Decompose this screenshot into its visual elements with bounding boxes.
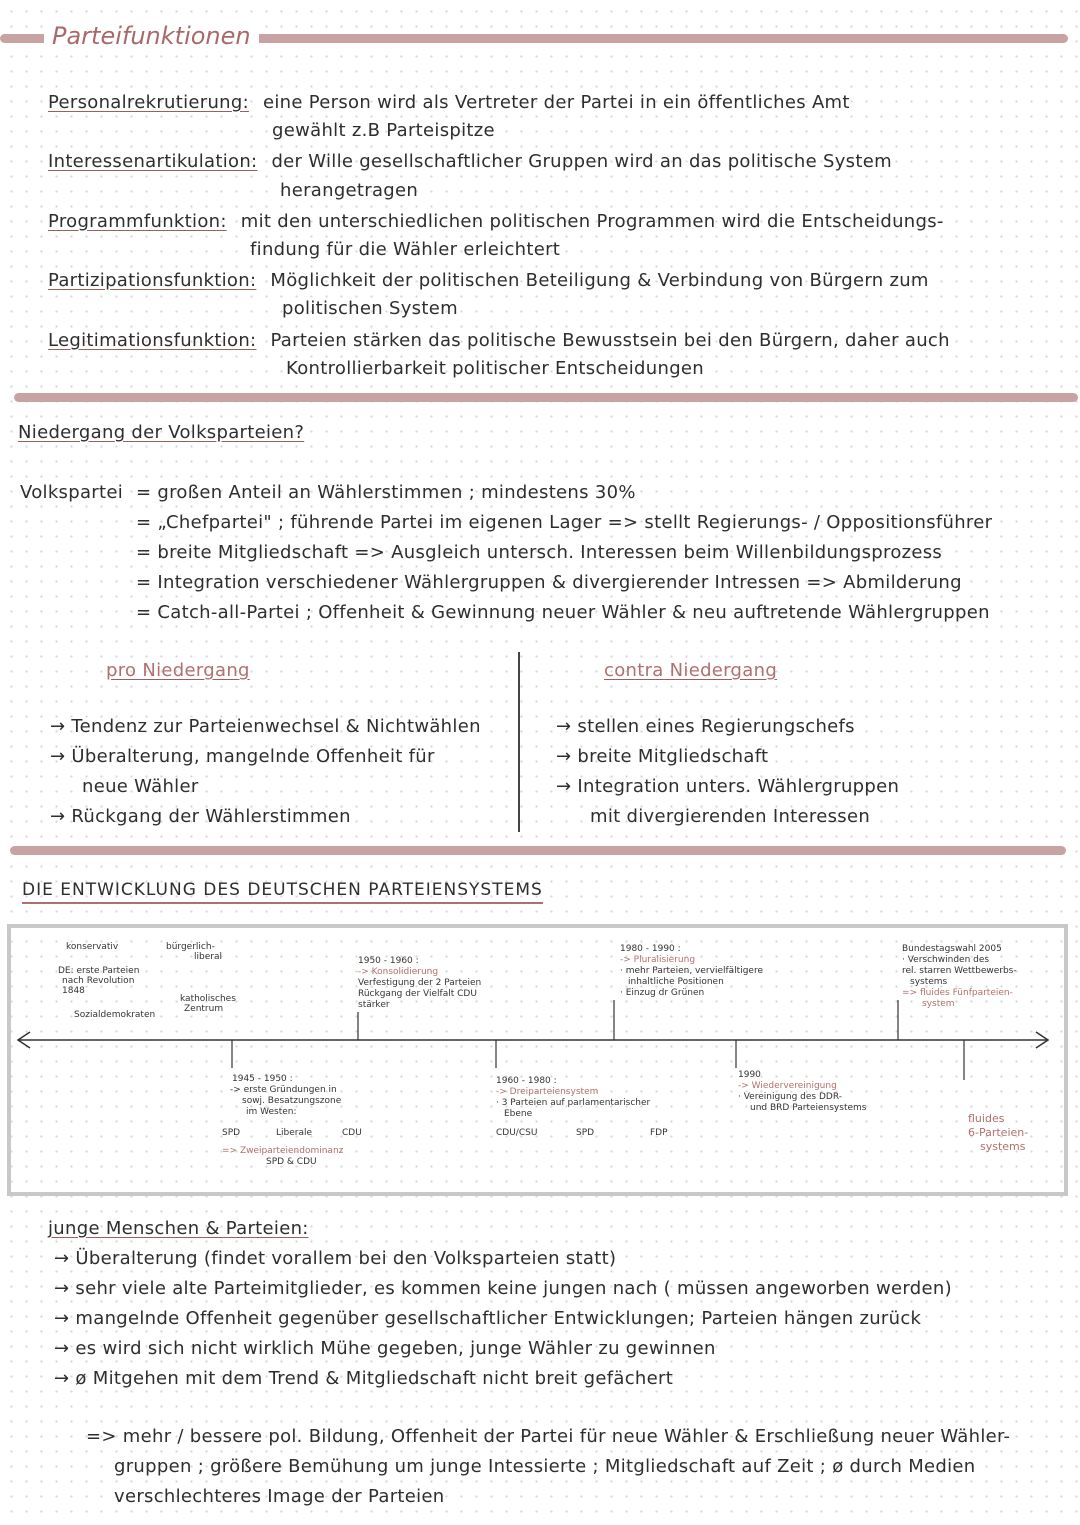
conclusion-line: verschlechteres Image der Parteien	[114, 1486, 445, 1507]
tl-1980-l3: inhaltliche Positionen	[628, 977, 724, 987]
tl-1945-head: 1945 - 1950 :	[232, 1074, 293, 1084]
function-5-cont: Kontrollierbarkeit politischer Entscheidungen	[286, 358, 704, 379]
tl-1960-l2: · 3 Parteien auf parlamentarischer	[496, 1098, 651, 1108]
tl-1980-head: 1980 - 1990 :	[620, 944, 681, 954]
tl-1990-l1: -> Wiedervereinigung	[738, 1081, 837, 1091]
tl-1960-l1: -> Dreiparteiensystem	[496, 1087, 599, 1097]
function-4-cont: politischen System	[282, 298, 458, 319]
tl-1990-l2: · Vereinigung des DDR-	[738, 1092, 842, 1102]
tl-end-l3: systems	[980, 1140, 1026, 1153]
tl-end	[968, 1112, 1054, 1154]
functions-section	[0, 0, 1080, 390]
tl-1960-parties	[496, 1128, 716, 1140]
tl-katholisch-1: katholisches	[180, 994, 236, 1004]
function-desc: Parteien stärken das politische Bewusstsein bei den Bürgern, daher auch	[270, 330, 950, 351]
tl-buergerlich: bürgerlich-	[166, 942, 215, 952]
tl-sozialdemokraten: Sozialdemokraten	[74, 1010, 156, 1020]
tl-1945-cdu: CDU	[342, 1128, 362, 1138]
divider-band-1	[14, 393, 1078, 402]
contra-item: → stellen eines Regierungschefs	[556, 716, 855, 737]
function-3-cont: findung für die Wähler erleichtert	[250, 239, 561, 260]
tl-1980	[620, 944, 820, 999]
tl-2005-head: Bundestagswahl 2005	[902, 944, 1002, 954]
youth-item: → ø Mitgehen mit dem Trend & Mitgliedschaft nicht breit gefächert	[54, 1368, 674, 1389]
definition-item: = großen Anteil an Wählerstimmen ; mindestens 30%	[136, 482, 636, 503]
contra-list	[556, 716, 1056, 836]
tl-1960-spd: SPD	[576, 1128, 595, 1138]
youth-item: → mangelnde Offenheit gegenüber gesellschaftlicher Entwicklungen; Parteien hängen zurück	[54, 1308, 922, 1329]
function-desc: eine Person wird als Vertreter der Partei in ein öffentliches Amt	[263, 92, 850, 113]
tl-1945-l2: sowj. Besatzungszone	[242, 1096, 342, 1106]
definition-item: = „Chefpartei" ; führende Partei im eigenen Lager => stellt Regierungs- / Oppositionsführer	[136, 512, 993, 533]
tl-de-1: DE: erste Parteien	[58, 966, 140, 976]
tl-1990-l3: und BRD Parteiensystems	[750, 1103, 867, 1113]
youth-item: → es wird sich nicht wirklich Mühe gegeben, junge Wähler zu gewinnen	[54, 1338, 716, 1359]
pro-list	[50, 716, 510, 836]
conclusion-line: => mehr / bessere pol. Bildung, Offenheit der Partei für neue Wähler & Erschließung neuer Wähler-	[86, 1426, 1011, 1447]
tl-1945-parties	[222, 1128, 382, 1140]
pro-item: → Rückgang der Wählerstimmen	[50, 806, 351, 827]
tl-1980-l1: -> Pluralisierung	[620, 955, 696, 965]
definition-item: = Catch-all-Partei ; Offenheit & Gewinnung neuer Wähler & neu auftretende Wählergruppen	[136, 602, 990, 623]
conclusion	[86, 1426, 1076, 1516]
function-4	[48, 270, 929, 291]
pro-heading: pro Niedergang	[106, 660, 250, 681]
tl-1990	[738, 1070, 908, 1114]
tl-2005-l2: rel. starren Wettbewerbs-	[902, 966, 1017, 976]
pro-contra-divider	[518, 652, 520, 832]
decline-heading: Niedergang der Volksparteien?	[18, 422, 305, 443]
function-1	[48, 92, 850, 113]
tl-end-l1: fluides	[968, 1112, 1005, 1125]
tl-2005-l4: => fluides Fünfparteien-	[902, 988, 1013, 998]
function-1-cont: gewählt z.B Parteispitze	[272, 120, 495, 141]
contra-item: → Integration unters. Wählergruppen	[556, 776, 900, 797]
development-heading: DIE ENTWICKLUNG DES DEUTSCHEN PARTEIENSYSTEMS	[22, 880, 543, 904]
definition-term: Volkspartei	[20, 482, 124, 503]
tl-liberal: liberal	[194, 952, 222, 962]
tl-1950-l3: Rückgang der Vielfalt CDU	[358, 989, 477, 999]
function-term: Personalrekrutierung:	[48, 92, 249, 113]
tl-1950-head: 1950 - 1960 :	[358, 956, 419, 966]
tl-early	[56, 936, 246, 1026]
tl-1945-l1: -> erste Gründungen in	[230, 1085, 337, 1095]
tl-konservativ: konservativ	[66, 942, 119, 952]
tl-end-l2: 6-Parteien-	[968, 1126, 1029, 1139]
tl-2005-l5: system	[922, 999, 955, 1009]
function-term: Programmfunktion:	[48, 211, 227, 232]
tl-1945	[222, 1074, 382, 1168]
tl-katholisch-2: Zentrum	[184, 1004, 224, 1014]
tl-1945-result2: SPD & CDU	[266, 1157, 317, 1167]
tl-1960	[496, 1076, 716, 1140]
definition-item: = breite Mitgliedschaft => Ausgleich untersch. Interessen beim Willenbildungsprozess	[136, 542, 943, 563]
pro-item: → Tendenz zur Parteienwechsel & Nichtwählen	[50, 716, 481, 737]
tl-1945-l3: im Westen:	[246, 1107, 297, 1117]
youth-list	[54, 1248, 1064, 1398]
tl-1945-result: => Zweiparteiendominanz	[222, 1146, 344, 1156]
contra-item: mit divergierenden Interessen	[590, 806, 871, 827]
function-desc: Möglichkeit der politischen Beteiligung & Verbindung von Bürgern zum	[270, 270, 929, 291]
tl-1960-cdu: CDU/CSU	[496, 1128, 538, 1138]
function-term: Partizipationsfunktion:	[48, 270, 257, 291]
tl-2005-l1: · Verschwinden des	[902, 955, 990, 965]
tl-1950-l1: -> Konsolidierung	[358, 967, 439, 977]
function-term: Legitimationsfunktion:	[48, 330, 257, 351]
contra-item: → breite Mitgliedschaft	[556, 746, 769, 767]
tl-1980-l2: · mehr Parteien, vervielfältigere	[620, 966, 763, 976]
tl-1945-spacer	[222, 1118, 382, 1128]
function-2-cont: herangetragen	[280, 180, 419, 201]
tl-1945-spd: SPD	[222, 1128, 241, 1138]
tl-1980-l4: · Einzug dr Grünen	[620, 988, 705, 998]
conclusion-line: gruppen ; größere Bemühung um junge Intessierte ; Mitgliedschaft auf Zeit ; ø durch Medien	[114, 1456, 976, 1477]
tl-1960-head: 1960 - 1980 :	[496, 1076, 557, 1086]
tl-1945-liberale: Liberale	[276, 1128, 313, 1138]
youth-item: → sehr viele alte Parteimitglieder, es kommen keine jungen nach ( müssen angeworben werden)	[54, 1278, 952, 1299]
tl-1990-head: 1990	[738, 1070, 761, 1080]
function-desc: mit den unterschiedlichen politischen Programmen wird die Entscheidungs-	[240, 211, 944, 232]
tl-2005-l3: systems	[910, 977, 948, 987]
tl-1950	[358, 956, 528, 1011]
tl-2005	[902, 944, 1052, 1010]
definition-list	[136, 482, 1076, 632]
tl-de-3: 1848	[62, 986, 85, 996]
tl-1960-fdp: FDP	[650, 1128, 668, 1138]
tl-de-2: nach Revolution	[62, 976, 135, 986]
tl-1960-l3: Ebene	[504, 1109, 533, 1119]
function-5	[48, 330, 950, 351]
function-desc: der Wille gesellschaftlicher Gruppen wird an das politische System	[271, 151, 892, 172]
pro-item: → Überalterung, mangelnde Offenheit für	[50, 746, 435, 767]
youth-heading: junge Menschen & Parteien:	[48, 1218, 309, 1239]
function-term: Interessenartikulation:	[48, 151, 258, 172]
definition-item: = Integration verschiedener Wählergruppen & divergierender Intressen => Abmilderung	[136, 572, 962, 593]
contra-heading: contra Niedergang	[604, 660, 778, 681]
tl-1950-l4: stärker	[358, 1000, 390, 1010]
function-3	[48, 211, 944, 232]
page-title: Parteifunktionen	[44, 22, 259, 50]
function-2	[48, 151, 892, 172]
tl-1950-l2: Verfestigung der 2 Parteien	[358, 978, 482, 988]
divider-band-2	[10, 846, 1066, 855]
pro-item: neue Wähler	[82, 776, 199, 797]
youth-item: → Überalterung (findet vorallem bei den Volksparteien statt)	[54, 1248, 617, 1269]
